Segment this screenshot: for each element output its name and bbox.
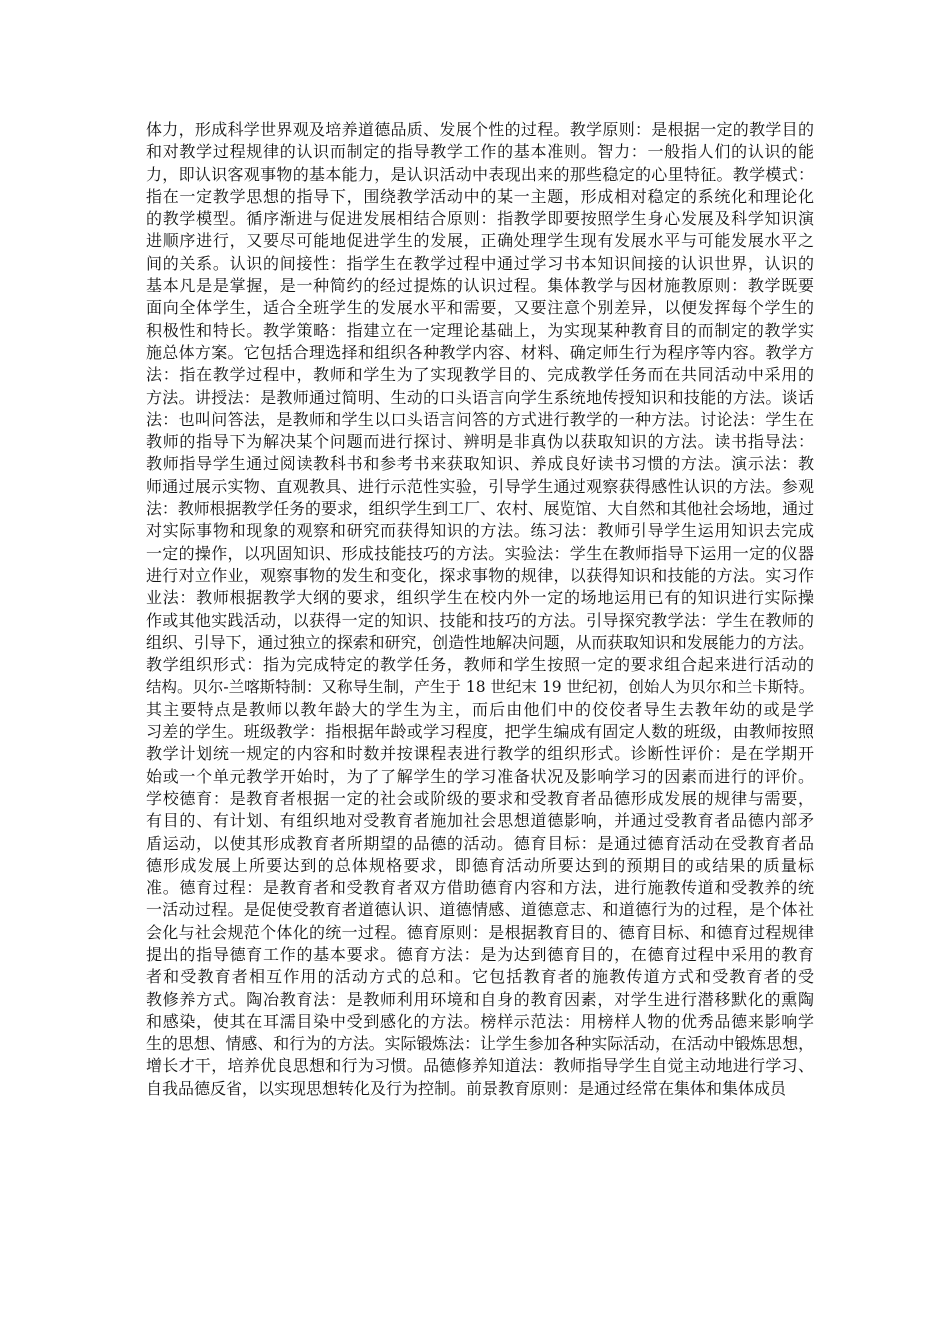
text-line: 师通过展示实物、直观教具、进行示范性实验，引导学生通过观察获得感性认识的方法。参观 [146, 476, 814, 496]
text-line: 习差的学生。班级教学：指根据年龄或学习程度，把学生编成有固定人数的班级，由教师按照 [146, 722, 814, 742]
text-line: 始或一个单元教学开始时，为了了解学生的学习准备状况及影响学习的因素而进行的评价。 [146, 766, 814, 786]
text-line: 一定的操作，以巩固知识、形成技能技巧的方法。实验法：学生在教师指导下运用一定的仪器 [146, 543, 814, 563]
text-line: 增长才干，培养优良思想和行为习惯。品德修养知道法：教师指导学生自觉主动地进行学习、 [146, 1056, 814, 1076]
text-line: 提出的指导德育工作的基本要求。德育方法：是为达到德育目的，在德育过程中采用的教育 [146, 944, 814, 964]
text-line: 法：教师根据教学任务的要求，组织学生到工厂、农村、展览馆、大自然和其他社会场地，通过 [146, 499, 814, 519]
text-line: 和对教学过程规律的认识而制定的指导教学工作的基本准则。智力：一般指人们的认识的能 [146, 142, 814, 162]
text-line: 进顺序进行，又要尽可能地促进学生的发展，正确处理学生现有发展水平与可能发展水平之 [146, 231, 814, 251]
text-line: 教师指导学生通过阅读教科书和参考书来获取知识、养成良好读书习惯的方法。演示法：教 [146, 454, 814, 474]
text-line: 积极性和特长。教学策略：指建立在一定理论基础上，为实现某种教育目的而制定的教学实 [146, 320, 814, 340]
text-line: 法：也叫问答法，是教师和学生以口头语言问答的方式进行教学的一种方法。讨论法：学生在 [146, 409, 814, 429]
text-line: 结构。贝尔-兰喀斯特制：又称导生制，产生于 18 世纪末 19 世纪初，创始人为贝尔和兰卡斯特。 [146, 678, 815, 697]
text-line: 学校德育：是教育者根据一定的社会或阶级的要求和受教育者品德形成发展的规律与需要， [146, 788, 814, 808]
text-line: 准。德育过程：是教育者和受教育者双方借助德育内容和方法，进行施教传道和受教养的统 [146, 878, 814, 898]
text-line: 教师的指导下为解决某个问题而进行探讨、辨明是非真伪以获取知识的方法。读书指导法： [146, 432, 814, 452]
text-line: 教学组织形式：指为完成特定的教学任务，教师和学生按照一定的要求组合起来进行活动的 [146, 655, 814, 675]
text-line: 进行对立作业，观察事物的发生和变化，探求事物的规律，以获得知识和技能的方法。实习作 [146, 565, 814, 585]
text-line: 指在一定教学思想的指导下，围绕教学活动中的某一主题，形成相对稳定的系统化和理论化 [146, 186, 814, 206]
text-line: 其主要特点是教师以教年龄大的学生为主，而后由他们中的佼佼者导生去教年幼的或是学 [146, 699, 814, 719]
text-line: 间的关系。认识的间接性：指学生在教学过程中通过学习书本知识间接的认识世界，认识的 [146, 253, 814, 273]
text-line: 基本凡是是掌握，是一种简约的经过提炼的认识过程。集体教学与因材施教原则：教学既要 [146, 276, 814, 296]
text-line: 施总体方案。它包括合理选择和组织各种教学内容、材料、确定师生行为程序等内容。教学方 [146, 342, 814, 362]
text-line: 德形成发展上所要达到的总体规格要求，即德育活动所要达到的预期目的或结果的质量标 [146, 855, 814, 875]
text-line: 一活动过程。是促使受教育者道德认识、道德情感、道德意志、和道德行为的过程，是个体社 [146, 900, 814, 920]
text-line: 者和受教育者相互作用的活动方式的总和。它包括教育者的施教传道方式和受教育者的受 [146, 967, 814, 987]
text-line: 组织、引导下，通过独立的探索和研究，创造性地解决问题，从而获取知识和发展能力的方法。 [146, 632, 814, 652]
text-line: 和感染，使其在耳濡目染中受到感化的方法。榜样示范法：用榜样人物的优秀品德来影响学 [146, 1011, 814, 1031]
text-line: 会化与社会规范个体化的统一过程。德育原则：是根据教育目的、德育目标、和德育过程规律 [146, 922, 814, 942]
text-line: 体力，形成科学世界观及培养道德品质、发展个性的过程。教学原则：是根据一定的教学目的 [146, 120, 814, 139]
text-line: 对实际事物和现象的观察和研究而获得知识的方法。练习法：教师引导学生运用知识去完成 [146, 521, 814, 541]
text-line: 业法：教师根据教学大纲的要求，组织学生在校内外一定的场地运用已有的知识进行实际操 [146, 588, 814, 608]
text-line: 教学计划统一规定的内容和时数并按课程表进行教学的组织形式。诊断性评价：是在学期开 [146, 744, 814, 764]
body-text [146, 119, 814, 1100]
text-line: 的教学模型。循序渐进与促进发展相结合原则：指教学即要按照学生身心发展及科学知识演 [146, 209, 814, 229]
text-line: 面向全体学生，适合全班学生的发展水平和需要，又要注意个别差异，以便发挥每个学生的 [146, 298, 814, 318]
text-line: 自我品德反省，以实现思想转化及行为控制。前景教育原则：是通过经常在集体和集体成员 [146, 1078, 787, 1098]
text-line: 盾运动，以使其形成教育者所期望的品德的活动。德育目标：是通过德育活动在受教育者品 [146, 833, 814, 853]
text-line: 法：指在教学过程中，教师和学生为了实现教学目的、完成教学任务而在共同活动中采用的 [146, 365, 814, 385]
text-line: 生的思想、情感、和行为的方法。实际锻炼法：让学生参加各种实际活动，在活动中锻炼思想， [146, 1034, 814, 1054]
text-line: 力，即认识客观事物的基本能力，是认识活动中表现出来的那些稳定的心里特征。教学模式： [146, 164, 814, 184]
text-line: 有目的、有计划、有组织地对受教育者施加社会思想道德影响，并通过受教育者品德内部矛 [146, 811, 814, 831]
text-line: 方法。讲授法：是教师通过简明、生动的口头语言向学生系统地传授知识和技能的方法。谈话 [146, 387, 814, 407]
text-line: 教修养方式。陶冶教育法：是教师利用环境和自身的教育因素，对学生进行潜移默化的熏陶 [146, 989, 814, 1009]
text-line: 作或其他实践活动，以获得一定的知识、技能和技巧的方法。引导探究教学法：学生在教师的 [146, 610, 814, 630]
